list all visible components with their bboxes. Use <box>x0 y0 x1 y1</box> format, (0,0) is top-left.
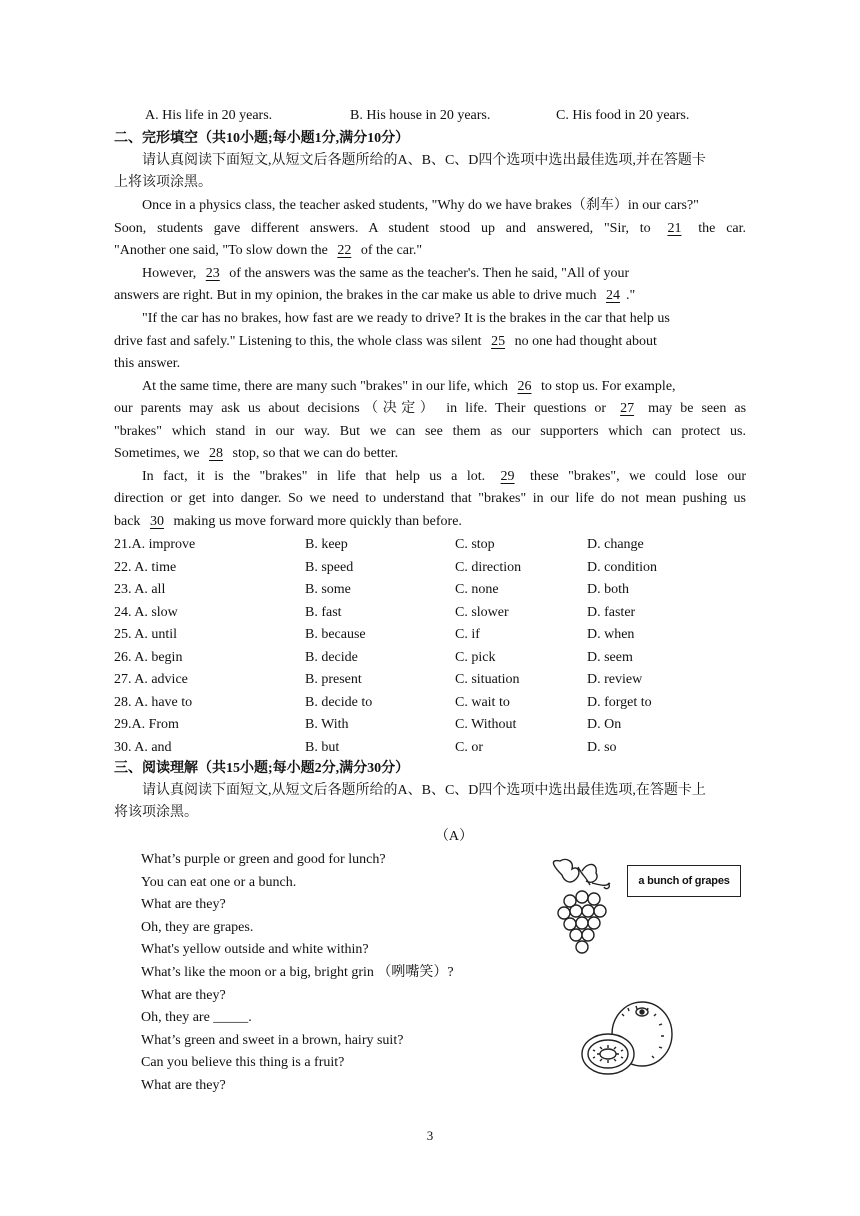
option-c-24: C. slower <box>455 604 509 620</box>
cloze-p2-line2 <box>114 285 746 307</box>
poem-line: Can you believe this thing is a fruit? <box>141 1055 345 1071</box>
option-question-24: 24. A. slow <box>114 604 178 620</box>
option-b-29: B. With <box>305 717 349 732</box>
poem-line: Oh, they are _____. <box>141 1010 252 1026</box>
blank-25: 25 <box>491 334 506 349</box>
cloze-text: "Another one said, "To slow down the <box>114 243 328 258</box>
section3-instruction: 请认真阅读下面短文,从短文后各题所给的A、B、C、D四个选项中选出最佳选项,在答题卡上 <box>142 783 706 798</box>
section2-heading: 二、完形填空（共10小题;每小题1分,满分10分） <box>114 131 410 146</box>
option-c-26: C. pick <box>455 649 496 665</box>
option-a: A. His life in 20 years. <box>145 108 273 123</box>
grapes-icon <box>548 857 628 957</box>
option-c: C. His food in 20 years. <box>556 108 690 123</box>
cloze-text: Soon, students gave different answers. A student stood up and answered, "Sir, to <box>114 221 651 236</box>
cloze-p1-line1: Once in a physics class, the teacher asked students, "Why do we have brakes（刹车）in our cars?" <box>142 198 699 213</box>
option-d-27: D. review <box>587 672 643 687</box>
cloze-text: Sometimes, we <box>114 446 200 461</box>
option-question-23: 23. A. all <box>114 582 166 597</box>
cloze-p5-line1 <box>142 466 746 488</box>
option-b-25: B. because <box>305 627 366 642</box>
option-question-30: 30. A. and <box>114 739 172 755</box>
option-c-27: C. situation <box>455 672 520 687</box>
cloze-p3-line2 <box>114 331 746 353</box>
cloze-text: the car. <box>698 221 747 236</box>
cloze-text: However, <box>142 266 197 281</box>
cloze-text: At the same time, there are many such "brakes" in our life, which <box>142 379 508 394</box>
blank-21: 21 <box>667 221 682 236</box>
option-d-22: D. condition <box>587 559 657 575</box>
option-d-28: D. forget to <box>587 694 652 710</box>
poem-line: You can eat one or a bunch. <box>141 874 297 890</box>
option-d-25: D. when <box>587 627 635 642</box>
grapes-label: a bunch of grapes <box>627 865 741 897</box>
cloze-p4-line4 <box>114 443 746 465</box>
cloze-text: our parents may ask us about decisions（决定） in life. Their questions or <box>114 401 607 416</box>
cloze-text: In fact, it is the "brakes" in life that help us a lot. <box>142 469 486 484</box>
option-c-29: C. Without <box>455 717 517 732</box>
kiwi-icon <box>578 1000 678 1080</box>
poem-line: What’s green and sweet in a brown, hairy suit? <box>141 1032 404 1048</box>
cloze-text: ." <box>625 288 636 303</box>
blank-24: 24 <box>605 288 620 303</box>
option-question-21: 21.A. improve <box>114 537 196 552</box>
option-d-26: D. seem <box>587 649 633 665</box>
poem-line: What's yellow outside and white within? <box>141 942 369 958</box>
option-question-28: 28. A. have to <box>114 694 193 710</box>
cloze-text: may be seen as <box>648 401 747 416</box>
option-d-30: D. so <box>587 739 617 755</box>
option-b: B. His house in 20 years. <box>350 108 491 123</box>
cloze-text: answers are right. But in my opinion, the brakes in the car make us able to drive much <box>114 288 597 303</box>
option-c-23: C. none <box>455 582 499 597</box>
blank-26: 26 <box>517 379 532 394</box>
option-b-22: B. speed <box>305 559 354 575</box>
cloze-p2-line1 <box>142 263 746 285</box>
option-d-24: D. faster <box>587 604 636 620</box>
cloze-text: these "brakes", we could lose our <box>529 469 747 484</box>
option-d-29: D. On <box>587 717 622 732</box>
cloze-text: making us move forward more quickly than before. <box>173 514 462 529</box>
cloze-p4-line3: "brakes" which stand in our way. But we can see them as our supporters which can protect us. <box>114 424 746 439</box>
cloze-p1-line3 <box>114 240 746 262</box>
option-d-23: D. both <box>587 582 629 597</box>
section2-instruction-cont: 上将该项涂黑。 <box>114 175 212 190</box>
option-c-21: C. stop <box>455 537 495 552</box>
option-d-21: D. change <box>587 537 644 552</box>
blank-30: 30 <box>149 514 164 529</box>
cloze-p5-line2: direction or get into danger. So we need to understand that "brakes" in our life do not mean pushing us <box>114 491 746 506</box>
blank-28: 28 <box>209 446 224 461</box>
option-b-23: B. some <box>305 582 351 597</box>
blank-27: 27 <box>620 401 635 416</box>
cloze-text: drive fast and safely." Listening to this, the whole class was silent <box>114 334 482 349</box>
option-question-29: 29.A. From <box>114 717 179 732</box>
option-question-27: 27. A. advice <box>114 672 188 687</box>
option-c-22: C. direction <box>455 559 522 575</box>
page-number: 3 <box>426 1128 434 1143</box>
option-question-25: 25. A. until <box>114 627 178 642</box>
cloze-text: of the answers was the same as the teacher's. Then he said, "All of your <box>229 266 630 281</box>
poem-line: What are they? <box>141 987 226 1003</box>
option-c-25: C. if <box>455 627 480 642</box>
cloze-p3-line3: this answer. <box>114 356 181 371</box>
poem-line: What are they? <box>141 897 226 913</box>
cloze-text: to stop us. For example, <box>540 379 676 394</box>
option-b-21: B. keep <box>305 537 348 552</box>
cloze-p4-line2 <box>114 398 746 420</box>
poem-line: What’s purple or green and good for lunch? <box>141 852 386 867</box>
option-c-30: C. or <box>455 739 483 755</box>
cloze-p4-line1 <box>142 376 746 398</box>
section3-instruction-cont: 将该项涂黑。 <box>114 805 198 820</box>
option-b-24: B. fast <box>305 604 342 620</box>
cloze-text: of the car." <box>360 243 423 258</box>
blank-22: 22 <box>337 243 352 258</box>
option-question-26: 26. A. begin <box>114 649 183 665</box>
blank-23: 23 <box>205 266 220 281</box>
poem-line: Oh, they are grapes. <box>141 919 254 935</box>
option-b-28: B. decide to <box>305 694 373 710</box>
option-b-26: B. decide <box>305 649 358 665</box>
poem-line: What’s like the moon or a big, bright grin （咧嘴笑）? <box>141 965 454 980</box>
cloze-text: no one had thought about <box>514 334 657 349</box>
poem-line: What are they? <box>141 1078 226 1093</box>
cloze-text: stop, so that we can do better. <box>232 446 399 461</box>
passage-label: （A） <box>434 829 474 844</box>
option-b-27: B. present <box>305 672 362 687</box>
section2-instruction: 请认真阅读下面短文,从短文后各题所给的A、B、C、D四个选项中选出最佳选项,并在答题卡 <box>142 153 706 168</box>
cloze-p3-line1: "If the car has no brakes, how fast are we ready to drive? It is the brakes in the car that help us <box>142 311 670 326</box>
option-b-30: B. but <box>305 739 340 755</box>
section3-heading: 三、阅读理解（共15小题;每小题2分,满分30分） <box>114 761 410 776</box>
option-c-28: C. wait to <box>455 694 510 710</box>
blank-29: 29 <box>500 469 515 484</box>
cloze-p5-line3 <box>114 511 746 533</box>
cloze-p1-line2 <box>114 218 746 240</box>
cloze-text: back <box>114 514 141 529</box>
option-question-22: 22. A. time <box>114 559 177 575</box>
